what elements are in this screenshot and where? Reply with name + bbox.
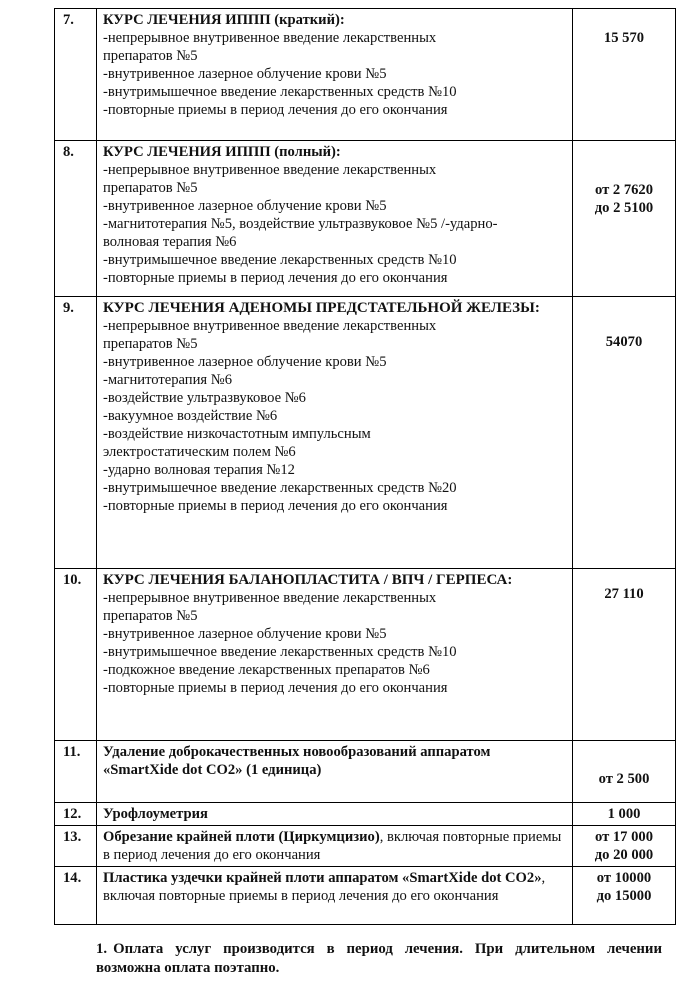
- service-item: -внутримышечное введение лекарственных средств №10: [103, 84, 457, 100]
- service-price: [573, 803, 676, 826]
- footnote-number: 1.: [96, 941, 108, 957]
- table-row: [55, 9, 676, 141]
- price-value: 1 000: [607, 806, 641, 822]
- service-title: Обрезание крайней плоти (Циркумцизио): [103, 829, 380, 845]
- row-number: 12.: [55, 803, 97, 826]
- row-number: 9.: [55, 297, 97, 569]
- service-item: -повторные приемы в период лечения до его окончания: [103, 498, 448, 514]
- service-item: -воздействие низкочастотным импульсным: [103, 426, 371, 442]
- price-value-from: от 17 000: [594, 829, 654, 845]
- service-item: -магнитотерапия №5, воздействие ультразвуковое №5 /-ударно-: [103, 216, 498, 232]
- service-title-rest: , включая повторные приемы в период лечения до его окончания: [103, 829, 562, 863]
- service-item: -непрерывное внутривенное введение лекарственных: [103, 318, 437, 334]
- service-item: -подкожное введение лекарственных препаратов №6: [103, 662, 430, 678]
- price-value-to: до 15000: [596, 888, 652, 904]
- service-description: [97, 297, 573, 569]
- service-item: -магнитотерапия №6: [103, 372, 233, 388]
- table-row: [55, 297, 676, 569]
- service-item: -воздействие ультразвуковое №6: [103, 390, 306, 406]
- service-item: -непрерывное внутривенное введение лекарственных: [103, 30, 437, 46]
- table-row: [55, 826, 676, 867]
- service-item: -вакуумное воздействие №6: [103, 408, 278, 424]
- table-row: [55, 803, 676, 826]
- service-item: -внутривенное лазерное облучение крови №5: [103, 626, 387, 642]
- table-row: [55, 569, 676, 741]
- service-item: -внутривенное лазерное облучение крови №5: [103, 66, 387, 82]
- table-row: [55, 867, 676, 925]
- payment-footnote: [96, 940, 662, 978]
- service-item: -непрерывное внутривенное введение лекарственных: [103, 590, 437, 606]
- table-row: [55, 741, 676, 803]
- service-description: [97, 9, 573, 141]
- row-number: 11.: [55, 741, 97, 803]
- price-value-from: от 2 7620: [594, 182, 654, 198]
- service-price: [573, 569, 676, 741]
- service-description: [97, 741, 573, 803]
- service-item: электростатическим полем №6: [103, 444, 296, 460]
- service-title: Пластика уздечки крайней плоти аппаратом «SmartXide dot CO2»: [103, 870, 542, 886]
- row-number: 13.: [55, 826, 97, 867]
- service-description: [97, 569, 573, 741]
- service-description: [97, 803, 573, 826]
- price-table: [54, 8, 676, 925]
- service-title: КУРС ЛЕЧЕНИЯ АДЕНОМЫ ПРЕДСТАТЕЛЬНОЙ ЖЕЛЕЗЫ:: [103, 300, 540, 316]
- service-price: [573, 297, 676, 569]
- service-title: Удаление доброкачественных новообразований аппаратом «SmartXide dot CO2» (1 единица): [103, 744, 491, 778]
- service-item: -повторные приемы в период лечения до его окончания: [103, 680, 448, 696]
- service-title: Урофлоуметрия: [103, 806, 208, 822]
- service-item: препаратов №5: [103, 180, 198, 196]
- service-title: КУРС ЛЕЧЕНИЯ БАЛАНОПЛАСТИТА / ВПЧ / ГЕРПЕСА:: [103, 572, 513, 588]
- price-value-to: до 2 5100: [594, 200, 654, 216]
- price-value-to: до 20 000: [594, 847, 654, 863]
- service-description: [97, 867, 573, 925]
- service-item: препаратов №5: [103, 48, 198, 64]
- service-price: [573, 741, 676, 803]
- service-item: -повторные приемы в период лечения до его окончания: [103, 102, 448, 118]
- price-value: 54070: [605, 334, 643, 350]
- footnote-text: Оплата услуг производится в период лечения. При длительном лечении возможна оплата поэтапно.: [96, 941, 662, 976]
- service-item: волновая терапия №6: [103, 234, 237, 250]
- service-description: [97, 141, 573, 297]
- service-price: [573, 826, 676, 867]
- price-value: 27 110: [604, 586, 644, 602]
- service-item: -внутримышечное введение лекарственных средств №10: [103, 644, 457, 660]
- service-item: -внутривенное лазерное облучение крови №5: [103, 354, 387, 370]
- service-item: препаратов №5: [103, 336, 198, 352]
- price-value-from: от 10000: [596, 870, 652, 886]
- service-item: -внутримышечное введение лекарственных средств №20: [103, 480, 457, 496]
- service-title-rest: , включая повторные приемы в период лечения до его окончания: [103, 870, 546, 904]
- service-title: КУРС ЛЕЧЕНИЯ ИППП (краткий):: [103, 12, 345, 28]
- price-value: от 2 500: [598, 771, 650, 787]
- row-number: 10.: [55, 569, 97, 741]
- service-item: -повторные приемы в период лечения до его окончания: [103, 270, 448, 286]
- row-number: 14.: [55, 867, 97, 925]
- table-row: [55, 141, 676, 297]
- price-value: 15 570: [603, 30, 645, 46]
- service-price: [573, 9, 676, 141]
- service-item: препаратов №5: [103, 608, 198, 624]
- service-title: КУРС ЛЕЧЕНИЯ ИППП (полный):: [103, 144, 341, 160]
- service-price: [573, 141, 676, 297]
- service-item: -внутримышечное введение лекарственных средств №10: [103, 252, 457, 268]
- row-number: 7.: [55, 9, 97, 141]
- service-item: -внутривенное лазерное облучение крови №5: [103, 198, 387, 214]
- row-number: 8.: [55, 141, 97, 297]
- service-item: -ударно волновая терапия №12: [103, 462, 295, 478]
- service-price: [573, 867, 676, 925]
- service-description: [97, 826, 573, 867]
- service-item: -непрерывное внутривенное введение лекарственных: [103, 162, 437, 178]
